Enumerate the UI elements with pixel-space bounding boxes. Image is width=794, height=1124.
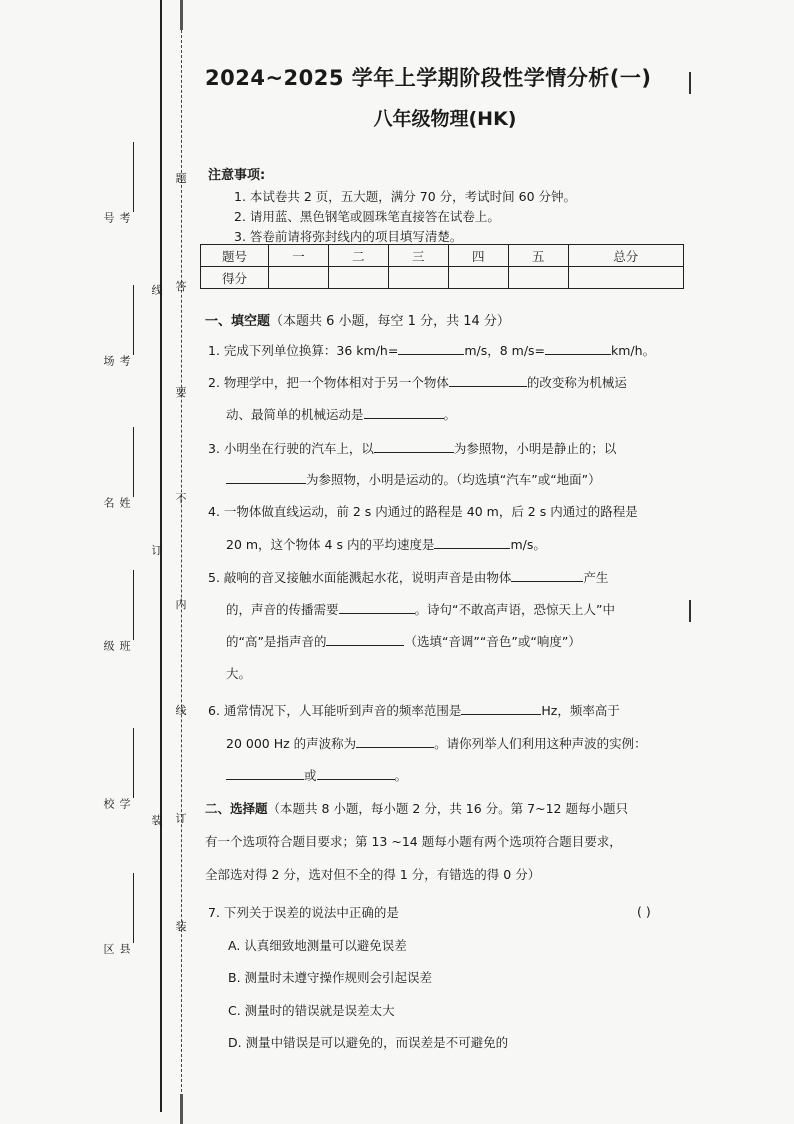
- seal-char: 题: [175, 172, 187, 185]
- question-5-cont: [226, 600, 615, 619]
- notice-item: 2. 请用蓝、黑色钢笔或圆珠笔直接答在试卷上。: [234, 209, 500, 224]
- answer-blank[interactable]: [364, 405, 444, 419]
- question-1: [208, 341, 655, 360]
- question-text: 20 m，这个物体 4 s 内的平均速度是: [226, 537, 435, 552]
- fill-line: [133, 285, 134, 355]
- question-5: [208, 568, 608, 587]
- section-heading: [205, 310, 510, 329]
- section-title: 一、填空题: [205, 314, 271, 329]
- question-2-cont: [226, 405, 456, 424]
- answer-blank[interactable]: [398, 341, 464, 355]
- table-header-cell: 四: [448, 245, 508, 267]
- seal-char-outer: 线: [151, 284, 163, 297]
- question-text: 20 000 Hz 的声波称为: [226, 736, 357, 751]
- table-row: [201, 245, 684, 267]
- question-5-cont: [226, 632, 581, 651]
- punch-mark-bottom: [180, 1094, 183, 1124]
- fill-line: [133, 570, 134, 640]
- punch-mark-top: [180, 0, 183, 30]
- answer-blank[interactable]: [434, 535, 510, 549]
- answer-blank[interactable]: [374, 439, 454, 453]
- seal-char: 要: [175, 386, 187, 399]
- notice-item: 3. 答卷前请将弥封线内的项目填写清楚。: [234, 229, 463, 244]
- score-cell[interactable]: [388, 267, 448, 289]
- question-text: 4. 一物体做直线运动，前 2 s 内通过的路程是 40 m，后 2 s 内通过的路程是: [208, 504, 638, 519]
- question-2: [208, 373, 627, 392]
- seal-char-outer: 订: [151, 544, 163, 557]
- question-text: 2. 物理学中，把一个物体相对于另一个物体: [208, 375, 449, 390]
- option-c[interactable]: C. 测量时的错误就是误差太大: [228, 1003, 395, 1018]
- question-text: 1. 完成下列单位换算：36 km/h=: [208, 343, 399, 358]
- question-text: 的改变称为机械运: [526, 375, 627, 390]
- question-text: 的，声音的传播需要: [226, 602, 339, 617]
- seal-char: 线: [175, 704, 187, 717]
- question-4-cont: [226, 535, 546, 554]
- table-header-cell: 三: [388, 245, 448, 267]
- question-text: 3. 小明坐在行驶的汽车上，以: [208, 441, 374, 456]
- field-label: 姓名: [102, 497, 131, 508]
- exam-title: 2024~2025 学年上学期阶段性学情分析(一): [205, 66, 652, 90]
- answer-parentheses[interactable]: ( ): [637, 904, 651, 919]
- notice-heading: 注意事项:: [208, 168, 266, 183]
- fill-line: [133, 142, 134, 212]
- question-7: 7. 下列关于误差的说法中正确的是: [208, 905, 399, 920]
- question-text: km/h。: [611, 343, 656, 358]
- field-label: 学校: [102, 798, 131, 809]
- question-text: 为参照物，小明是静止的；以: [453, 441, 617, 456]
- question-6-cont: [226, 766, 407, 785]
- option-d[interactable]: D. 测量中错误是可以避免的，而误差是不可避免的: [228, 1035, 509, 1050]
- answer-blank[interactable]: [226, 766, 304, 780]
- answer-blank[interactable]: [461, 701, 541, 715]
- seal-char: 装: [175, 920, 187, 933]
- section-note: （本题共 8 小题，每小题 2 分，共 16 分。第 7~12 题每小题只: [267, 801, 628, 816]
- table-row: [201, 267, 684, 289]
- question-text: 6. 通常情况下，人耳能听到声音的频率范围是: [208, 703, 462, 718]
- question-5-cont: [226, 665, 251, 683]
- section-title: 二、选择题: [205, 801, 268, 816]
- seal-char-outer: 装: [151, 814, 163, 827]
- answer-blank[interactable]: [226, 470, 306, 484]
- question-text: （选填“音调”“音色”或“响度”）: [404, 634, 581, 649]
- notice-item: 1. 本试卷共 2 页，五大题，满分 70 分，考试时间 60 分钟。: [234, 189, 577, 204]
- question-text: m/s。: [510, 537, 546, 552]
- table-header-cell: 五: [508, 245, 568, 267]
- question-text: 。: [394, 768, 408, 783]
- seal-char: 答: [175, 280, 187, 293]
- question-text: 或: [304, 768, 317, 783]
- question-text: Hz，频率高于: [541, 703, 620, 718]
- fill-line: [133, 873, 134, 943]
- question-text: 。请你列举人们利用这种声波的实例：: [434, 736, 647, 751]
- question-6-cont: [226, 734, 647, 753]
- answer-blank[interactable]: [545, 341, 611, 355]
- score-cell[interactable]: [568, 267, 683, 289]
- table-row-label: 得分: [201, 267, 269, 289]
- question-text: 的“高”是指声音的: [226, 634, 327, 649]
- score-cell[interactable]: [508, 267, 568, 289]
- option-a[interactable]: A. 认真细致地测量可以避免误差: [228, 938, 407, 953]
- score-cell[interactable]: [269, 267, 329, 289]
- question-text: 动、最简单的机械运动是: [226, 407, 364, 422]
- question-text: 。: [443, 407, 457, 422]
- field-label: 班级: [102, 640, 131, 651]
- question-text: 大。: [226, 666, 252, 681]
- question-3: [208, 439, 616, 458]
- exam-subtitle: 八年级物理(HK): [373, 108, 517, 130]
- edge-mark: [689, 600, 691, 622]
- answer-blank[interactable]: [339, 600, 415, 614]
- fill-line: [133, 728, 134, 798]
- section-note: （本题共 6 小题，每空 1 分，共 14 分）: [270, 314, 510, 329]
- question-text: 为参照物，小明是运动的。（均选填“汽车”或“地面”）: [306, 472, 601, 487]
- answer-blank[interactable]: [449, 373, 527, 387]
- score-table: [200, 244, 684, 289]
- answer-blank[interactable]: [317, 766, 395, 780]
- question-text: 产生: [583, 570, 609, 585]
- section-note-line: 全部选对得 2 分，选对但不全的得 1 分，有错选的得 0 分）: [205, 867, 541, 882]
- seal-char: 不: [175, 492, 187, 505]
- score-cell[interactable]: [328, 267, 388, 289]
- answer-blank[interactable]: [356, 734, 434, 748]
- seal-char: 订: [175, 812, 187, 825]
- question-text: m/s，8 m/s=: [464, 343, 546, 358]
- binding-line-inner: [181, 0, 182, 1112]
- question-6: [208, 701, 620, 720]
- question-text: 。诗句“不敢高声语，恐惊天上人”中: [414, 602, 615, 617]
- table-header-cell: 总分: [568, 245, 683, 267]
- field-label: 县区: [102, 943, 131, 954]
- field-label: 考场: [102, 355, 131, 366]
- fill-line: [133, 427, 134, 497]
- seal-char: 内: [175, 598, 187, 611]
- question-3-cont: [226, 470, 601, 489]
- section-note-line: 有一个选项符合题目要求；第 13 ~14 题每小题有两个选项符合题目要求，: [205, 834, 622, 849]
- option-b[interactable]: B. 测量时未遵守操作规则会引起误差: [228, 970, 433, 985]
- question-4: [208, 503, 638, 521]
- field-label: 考号: [102, 212, 131, 223]
- score-cell[interactable]: [448, 267, 508, 289]
- answer-blank[interactable]: [326, 632, 404, 646]
- question-text: 5. 敲响的音叉接触水面能溅起水花，说明声音是由物体: [208, 570, 512, 585]
- table-header-cell: 一: [269, 245, 329, 267]
- answer-blank[interactable]: [511, 568, 583, 582]
- section-heading: [205, 800, 628, 818]
- table-header-cell: 二: [328, 245, 388, 267]
- table-header-cell: 题号: [201, 245, 269, 267]
